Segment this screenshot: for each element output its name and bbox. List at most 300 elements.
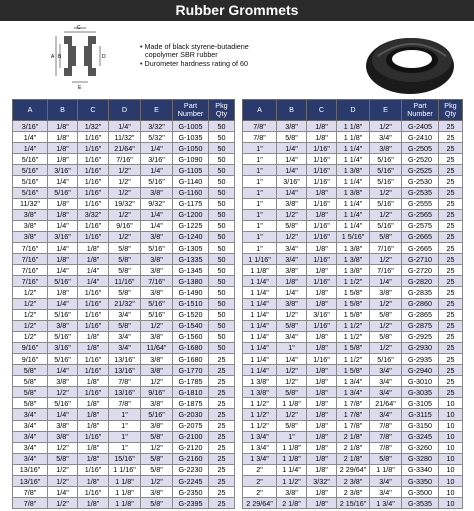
table-cell: 2 3/8" <box>337 476 370 487</box>
table-cell: 1/2" <box>277 309 307 320</box>
table-cell: 1" <box>277 431 307 442</box>
table-cell: 25 <box>209 464 235 475</box>
table-cell: G-1140 <box>173 176 209 187</box>
table-cell: 5/16" <box>48 398 78 409</box>
table-cell: 1 1/2" <box>337 353 370 364</box>
table-row <box>13 231 235 242</box>
table-cell: 5/8" <box>370 309 402 320</box>
table-cell: 10 <box>439 420 463 431</box>
table-row <box>13 376 235 387</box>
table-cell: 1/4" <box>277 143 307 154</box>
table-cell: 1/2" <box>13 287 48 298</box>
table-cell: 1/16" <box>307 165 337 176</box>
table-cell: 5/16" <box>13 165 48 176</box>
table-row <box>13 121 235 132</box>
table-cell: 2 29/64" <box>337 464 370 475</box>
table-cell: G-1160 <box>173 187 209 198</box>
table-cell: 25 <box>439 342 463 353</box>
table-cell: G-1810 <box>173 387 209 398</box>
grommet-table-right <box>242 99 463 509</box>
table-cell: 1/4" <box>48 176 78 187</box>
table-cell: 1/16" <box>78 154 109 165</box>
table-cell: 7/8" <box>109 376 141 387</box>
table-row <box>13 265 235 276</box>
table-cell: 50 <box>209 287 235 298</box>
table-cell: 1 5/8" <box>337 287 370 298</box>
table-row <box>243 176 463 187</box>
table-cell: 1/8" <box>307 498 337 509</box>
table-cell: 5/16" <box>370 353 402 364</box>
table-cell: 50 <box>209 298 235 309</box>
table-cell: 7/8" <box>109 398 141 409</box>
table-cell: 25 <box>439 254 463 265</box>
table-cell: 1/8" <box>48 254 78 265</box>
table-cell: 25 <box>439 353 463 364</box>
table-row <box>13 442 235 453</box>
table-cell: 1/4" <box>277 165 307 176</box>
table-cell: G-3150 <box>402 420 439 431</box>
table-cell: 1/16" <box>78 298 109 309</box>
table-cell: 5/8" <box>141 431 173 442</box>
table-cell: 1 1/4" <box>243 298 277 309</box>
table-cell: 1/8" <box>307 287 337 298</box>
table-row <box>13 365 235 376</box>
table-cell: 1/16" <box>78 287 109 298</box>
table-cell: G-2710 <box>402 254 439 265</box>
table-cell: 1/8" <box>307 209 337 220</box>
table-cell: 5/8" <box>109 265 141 276</box>
table-cell: 1/2" <box>141 320 173 331</box>
table-cell: 1/4" <box>48 298 78 309</box>
table-row <box>13 420 235 431</box>
table-cell: G-1520 <box>173 309 209 320</box>
table-cell: 50 <box>209 187 235 198</box>
table-cell: 3/8" <box>48 376 78 387</box>
table-cell: 3/4" <box>370 387 402 398</box>
table-cell: 1/8" <box>78 409 109 420</box>
table-cell: 3/8" <box>141 420 173 431</box>
table-row <box>243 265 463 276</box>
table-cell: 9/32" <box>141 198 173 209</box>
table-row <box>243 453 463 464</box>
table-cell: 13/16" <box>13 464 48 475</box>
table-cell: 1" <box>243 209 277 220</box>
table-cell: 1 1/2" <box>337 331 370 342</box>
table-cell: 50 <box>209 121 235 132</box>
table-cell: 9/16" <box>13 353 48 364</box>
table-cell: 7/8" <box>370 442 402 453</box>
table-cell: G-2410 <box>402 132 439 143</box>
table-cell: 1/2" <box>370 320 402 331</box>
table-cell: 1/4" <box>78 265 109 276</box>
table-cell: 5/16" <box>48 331 78 342</box>
table-cell: 25 <box>209 365 235 376</box>
table-row <box>243 331 463 342</box>
table-header-row <box>243 100 463 121</box>
table-cell: 1" <box>243 165 277 176</box>
table-row <box>243 442 463 453</box>
table-cell: G-1200 <box>173 209 209 220</box>
table-cell: 1/4" <box>277 353 307 364</box>
table-cell: 3/4" <box>370 376 402 387</box>
table-cell: 3/32" <box>78 209 109 220</box>
table-cell: G-3535 <box>402 498 439 509</box>
table-cell: 1/2" <box>48 387 78 398</box>
table-cell: 5/8" <box>277 320 307 331</box>
table-cell: 7/16" <box>370 265 402 276</box>
table-cell: 7/8" <box>370 431 402 442</box>
table-cell: 25 <box>209 398 235 409</box>
table-cell: 25 <box>209 442 235 453</box>
table-cell: 1" <box>243 187 277 198</box>
table-cell: 1 1/8" <box>243 265 277 276</box>
table-cell: 1 7/8" <box>337 398 370 409</box>
table-cell: 1/8" <box>277 276 307 287</box>
table-row <box>243 287 463 298</box>
table-cell: 1/4" <box>141 209 173 220</box>
table-cell: 5/8" <box>277 220 307 231</box>
table-cell: 1 1/4" <box>337 220 370 231</box>
table-cell: 1/16" <box>78 487 109 498</box>
table-cell: 3/8" <box>13 209 48 220</box>
table-cell: 50 <box>209 198 235 209</box>
table-cell: 1 3/4" <box>243 431 277 442</box>
table-cell: 1/2" <box>370 254 402 265</box>
table-cell: 1/16" <box>307 198 337 209</box>
table-cell: 3/8" <box>277 121 307 132</box>
table-cell: 3/8" <box>48 420 78 431</box>
table-cell: 5/16" <box>141 243 173 254</box>
table-cell: 50 <box>209 220 235 231</box>
table-cell: 5/16" <box>370 176 402 187</box>
table-cell: 1 1/4" <box>277 464 307 475</box>
table-row <box>243 309 463 320</box>
table-cell: 1" <box>109 431 141 442</box>
table-row <box>243 143 463 154</box>
table-cell: G-2100 <box>173 431 209 442</box>
table-cell: 1 1/4" <box>243 320 277 331</box>
table-row <box>243 342 463 353</box>
table-row <box>13 143 235 154</box>
table-cell: 7/8" <box>13 487 48 498</box>
table-cell: 1/2" <box>370 209 402 220</box>
table-cell: 1 3/8" <box>337 265 370 276</box>
table-cell: 1/2" <box>370 342 402 353</box>
table-cell: 3/8" <box>48 431 78 442</box>
table-cell: G-1225 <box>173 220 209 231</box>
table-cell: 1/8" <box>78 420 109 431</box>
table-cell: G-3245 <box>402 431 439 442</box>
table-cell: 25 <box>439 276 463 287</box>
table-cell: G-1345 <box>173 265 209 276</box>
table-cell: 1/8" <box>48 287 78 298</box>
table-cell: G-2940 <box>402 365 439 376</box>
table-cell: G-3500 <box>402 487 439 498</box>
table-cell: 1/2" <box>109 209 141 220</box>
table-cell: G-2395 <box>173 498 209 509</box>
table-cell: 1/4" <box>48 365 78 376</box>
table-row <box>13 209 235 220</box>
table-cell: 1 3/8" <box>243 387 277 398</box>
table-cell: 1/2" <box>277 409 307 420</box>
table-row <box>13 176 235 187</box>
table-cell: 5/8" <box>141 453 173 464</box>
note-line: copolymer SBR rubber <box>145 50 218 60</box>
table-row <box>13 287 235 298</box>
table-cell: 13/16" <box>109 387 141 398</box>
table-cell: 3/8" <box>141 487 173 498</box>
table-cell: 25 <box>439 376 463 387</box>
table-cell: 1" <box>243 143 277 154</box>
table-cell: 25 <box>209 409 235 420</box>
table-cell: 5/8" <box>277 387 307 398</box>
table-cell: 5/32" <box>141 132 173 143</box>
table-cell: 10 <box>439 464 463 475</box>
table-cell: 3/4" <box>109 331 141 342</box>
table-cell: 1/4" <box>13 132 48 143</box>
table-cell: 5/8" <box>370 331 402 342</box>
table-cell: 1/8" <box>307 331 337 342</box>
table-cell: 1/8" <box>307 265 337 276</box>
grommet-table-left <box>12 99 235 509</box>
table-row <box>13 154 235 165</box>
table-cell: 5/8" <box>277 420 307 431</box>
table-cell: 5/16" <box>13 176 48 187</box>
table-cell: 25 <box>439 298 463 309</box>
table-cell: 1 1/16" <box>243 254 277 265</box>
header-bar <box>0 0 474 21</box>
table-cell: 3/8" <box>48 320 78 331</box>
table-cell: 1/4" <box>109 121 141 132</box>
table-cell: 1" <box>243 231 277 242</box>
table-cell: 1/8" <box>307 187 337 198</box>
table-cell: 1 3/8" <box>243 376 277 387</box>
table-cell: 1/16" <box>78 165 109 176</box>
table-cell: 50 <box>209 176 235 187</box>
table-cell: 1/8" <box>307 365 337 376</box>
table-cell: 5/8" <box>13 387 48 398</box>
table-cell: 7/16" <box>13 243 48 254</box>
table-cell: 1/2" <box>141 442 173 453</box>
table-cell: 1/2" <box>109 187 141 198</box>
table-cell: 5/16" <box>48 309 78 320</box>
table-cell: 3/8" <box>277 487 307 498</box>
table-cell: 1/2" <box>48 498 78 509</box>
table-cell: 1 1/4" <box>243 276 277 287</box>
table-cell: 5/8" <box>109 254 141 265</box>
table-cell: 1 5/8" <box>337 342 370 353</box>
table-cell: 7/16" <box>13 276 48 287</box>
table-row <box>243 353 463 364</box>
table-cell: 25 <box>439 287 463 298</box>
table-cell: G-2860 <box>402 298 439 309</box>
table-cell: 1/4" <box>48 243 78 254</box>
table-cell: G-1875 <box>173 398 209 409</box>
table-row <box>13 187 235 198</box>
table-cell: 13/16" <box>109 365 141 376</box>
table-cell: 5/8" <box>277 132 307 143</box>
table-cell: 1/2" <box>109 231 141 242</box>
table-cell: 3/8" <box>13 231 48 242</box>
table-cell: 5/16" <box>13 187 48 198</box>
table-cell: 25 <box>439 309 463 320</box>
table-cell: 15/16" <box>109 453 141 464</box>
table-cell: G-2835 <box>402 287 439 298</box>
table-cell: 1" <box>243 198 277 209</box>
table-row <box>243 276 463 287</box>
table-cell: G-1035 <box>173 132 209 143</box>
table-row <box>13 431 235 442</box>
table-cell: G-2520 <box>402 154 439 165</box>
table-cell: 2 1/8" <box>337 431 370 442</box>
table-cell: 21/64" <box>370 398 402 409</box>
table-cell: 5/8" <box>109 320 141 331</box>
table-row <box>13 243 235 254</box>
table-cell: 1/8" <box>78 376 109 387</box>
table-cell: G-2350 <box>173 487 209 498</box>
table-cell: 1 5/16" <box>337 231 370 242</box>
table-cell: 25 <box>439 154 463 165</box>
table-cell: G-1335 <box>173 254 209 265</box>
table-cell: 3/16" <box>13 121 48 132</box>
table-cell: 1/16" <box>78 320 109 331</box>
table-cell: 1" <box>243 154 277 165</box>
table-cell: 1 1/8" <box>109 498 141 509</box>
table-cell: G-2875 <box>402 320 439 331</box>
table-cell: 1/16" <box>307 276 337 287</box>
table-cell: 1/8" <box>48 132 78 143</box>
table-cell: 3/8" <box>370 143 402 154</box>
table-cell: 10 <box>439 398 463 409</box>
table-cell: 2 15/16" <box>337 498 370 509</box>
table-cell: 1/4" <box>141 143 173 154</box>
table-row <box>243 165 463 176</box>
table-row <box>243 409 463 420</box>
table-cell: 25 <box>439 121 463 132</box>
table-cell: 3/16" <box>277 176 307 187</box>
table-cell: G-2820 <box>402 276 439 287</box>
column-header: B <box>48 100 78 121</box>
table-cell: 5/8" <box>13 398 48 409</box>
table-cell: 1/8" <box>48 121 78 132</box>
table-cell: 1/8" <box>307 398 337 409</box>
table-row <box>13 165 235 176</box>
table-cell: 1 1/2" <box>243 398 277 409</box>
table-cell: 1/8" <box>307 420 337 431</box>
table-row <box>13 276 235 287</box>
table-cell: 11/32" <box>13 198 48 209</box>
table-cell: 1" <box>109 442 141 453</box>
table-cell: 2 1/8" <box>337 442 370 453</box>
table-row <box>13 254 235 265</box>
table-header-row <box>13 100 235 121</box>
table-cell: 50 <box>209 165 235 176</box>
table-cell: 5/16" <box>141 309 173 320</box>
table-cell: G-2925 <box>402 331 439 342</box>
table-cell: 5/16" <box>141 409 173 420</box>
table-cell: 5/8" <box>370 231 402 242</box>
table-cell: 1/4" <box>370 276 402 287</box>
table-cell: 1 3/4" <box>243 442 277 453</box>
table-cell: 1/2" <box>48 476 78 487</box>
table-cell: G-1175 <box>173 198 209 209</box>
table-cell: 1/2" <box>277 376 307 387</box>
table-cell: 1 3/4" <box>337 387 370 398</box>
table-cell: G-1240 <box>173 231 209 242</box>
table-row <box>243 398 463 409</box>
diagram-label-a: A <box>51 54 55 60</box>
diagram-label-e: E <box>78 85 82 90</box>
table-row <box>13 409 235 420</box>
table-row <box>13 398 235 409</box>
table-row <box>243 365 463 376</box>
table-cell: 50 <box>209 265 235 276</box>
table-cell: 5/8" <box>370 453 402 464</box>
table-cell: 3/4" <box>370 476 402 487</box>
table-cell: 25 <box>209 420 235 431</box>
table-cell: 1/8" <box>48 198 78 209</box>
table-cell: 5/16" <box>370 220 402 231</box>
table-cell: G-2720 <box>402 265 439 276</box>
table-cell: 3/4" <box>109 309 141 320</box>
table-cell: 1/8" <box>48 209 78 220</box>
table-cell: G-3105 <box>402 398 439 409</box>
table-cell: 50 <box>209 231 235 242</box>
table-cell: G-1090 <box>173 154 209 165</box>
table-cell: 9/16" <box>109 220 141 231</box>
table-cell: 1/4" <box>13 143 48 154</box>
table-cell: 25 <box>209 387 235 398</box>
column-header: Pkg Qty <box>439 100 463 121</box>
table-row <box>243 154 463 165</box>
table-cell: 1 3/4" <box>337 376 370 387</box>
table-cell: 3/4" <box>370 487 402 498</box>
table-cell: 3/4" <box>370 365 402 376</box>
table-cell: 1 3/8" <box>337 243 370 254</box>
table-cell: G-3280 <box>402 453 439 464</box>
table-cell: 3/8" <box>13 220 48 231</box>
table-cell: 3/4" <box>370 409 402 420</box>
table-cell: 1/4" <box>277 187 307 198</box>
table-cell: 25 <box>439 231 463 242</box>
table-row <box>243 121 463 132</box>
table-cell: 25 <box>209 376 235 387</box>
table-cell: 3/8" <box>141 287 173 298</box>
table-cell: 1 3/8" <box>337 254 370 265</box>
table-cell: G-2555 <box>402 198 439 209</box>
table-cell: 25 <box>439 365 463 376</box>
table-cell: 1/2" <box>277 209 307 220</box>
table-cell: G-1050 <box>173 143 209 154</box>
table-cell: 1 3/8" <box>337 187 370 198</box>
table-cell: 1 1/8" <box>109 476 141 487</box>
table-cell: 1/16" <box>78 231 109 242</box>
table-cell: 1 1/4" <box>337 154 370 165</box>
table-cell: 1/16" <box>307 176 337 187</box>
table-cell: 1 1/4" <box>243 342 277 353</box>
table-cell: 1 5/8" <box>337 309 370 320</box>
column-header: E <box>141 100 173 121</box>
grommet-dimension-diagram <box>50 24 110 90</box>
table-cell: 11/32" <box>109 132 141 143</box>
table-cell: 1 7/8" <box>337 409 370 420</box>
table-cell: 1" <box>243 243 277 254</box>
table-cell: 1/2" <box>48 442 78 453</box>
table-row <box>13 476 235 487</box>
table-row <box>243 464 463 475</box>
table-cell: 3/8" <box>277 298 307 309</box>
table-row <box>13 309 235 320</box>
